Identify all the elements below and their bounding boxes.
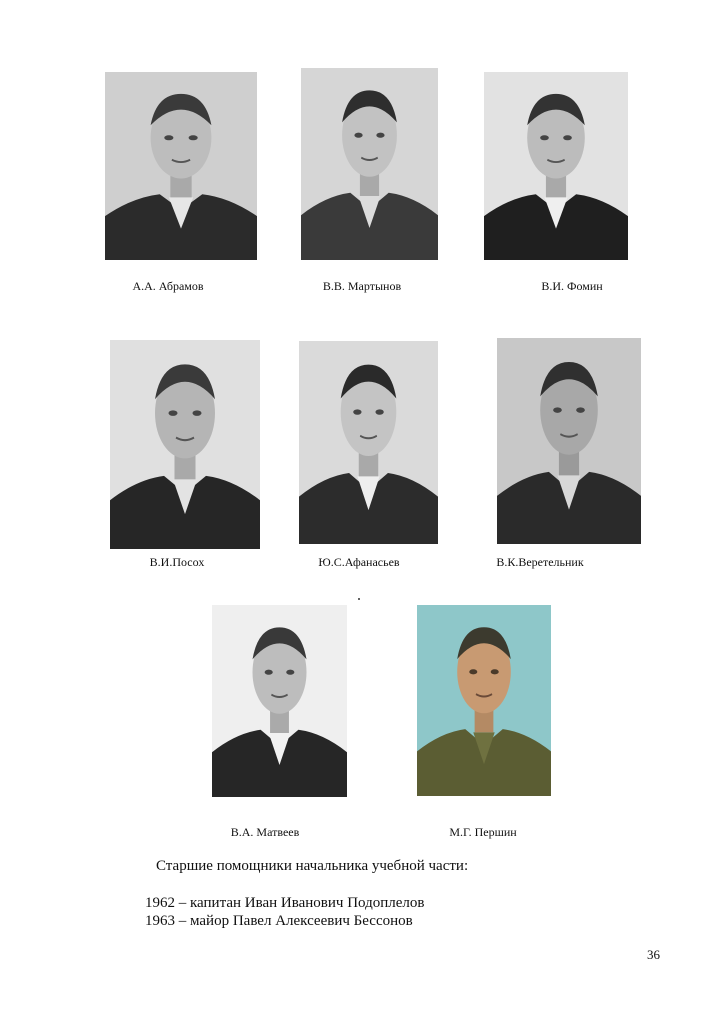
portrait-caption: В.К.Веретельник [496,555,584,569]
portrait-photo [105,72,257,260]
section-heading: Старшие помощники начальника учебной части: [156,858,469,874]
portrait-photo [301,68,438,260]
portrait-image [299,341,438,544]
portrait-photo [497,338,641,544]
entry-1962: 1962 – капитан Иван Иванович Подоплелов [145,895,425,911]
portrait-photo [299,341,438,544]
portrait-photo [110,340,260,549]
portrait-caption: В.И.Посох [149,555,205,569]
stray-dot [358,598,360,600]
portrait-caption: М.Г. Першин [449,825,517,839]
portrait-caption: В.И. Фомин [541,279,603,293]
portrait-image [301,68,438,260]
portrait-caption: А.А. Абрамов [132,279,204,293]
portrait-image [110,340,260,549]
portrait-image [417,605,551,796]
portrait-image [497,338,641,544]
portrait-photo [484,72,628,260]
page-number: 36 [647,947,660,962]
portrait-image [484,72,628,260]
portrait-caption: В.В. Мартынов [322,279,402,293]
portrait-photo [212,605,347,797]
portrait-caption: В.А. Матвеев [230,825,300,839]
portrait-caption: Ю.С.Афанасьев [318,555,400,569]
portrait-image [105,72,257,260]
portrait-photo [417,605,551,796]
portrait-image [212,605,347,797]
entry-1963: 1963 – майор Павел Алексеевич Бессонов [145,913,413,929]
